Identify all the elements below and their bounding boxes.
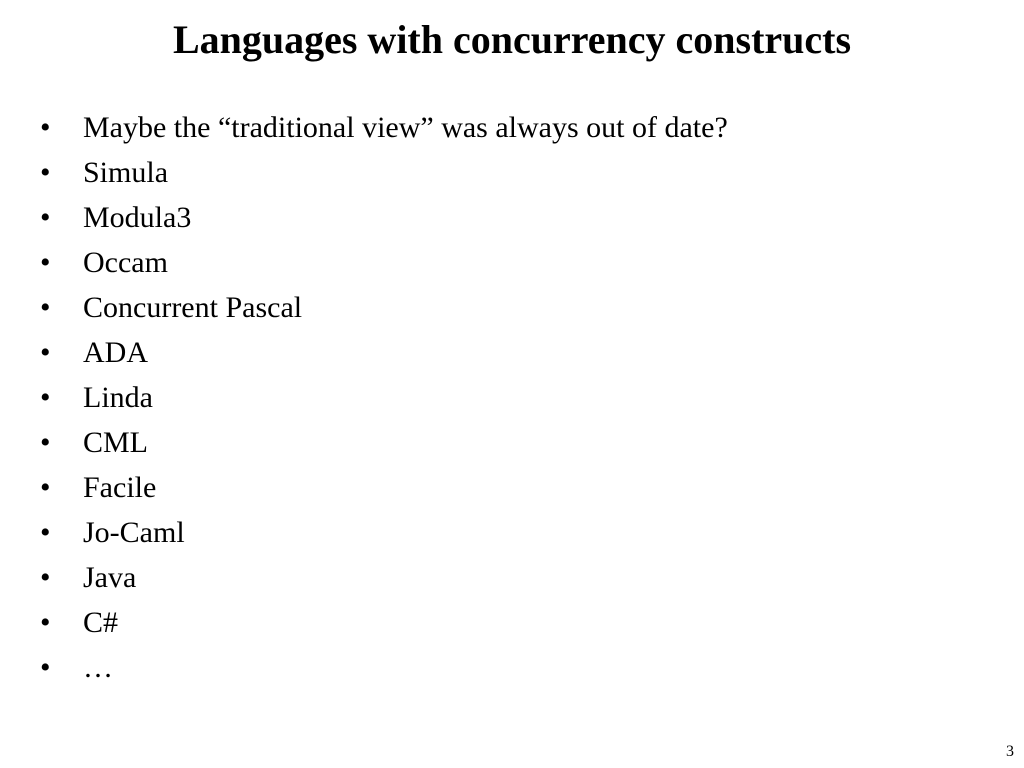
bullet-icon: • bbox=[40, 426, 51, 459]
bullet-text: Maybe the “traditional view” was always out of date? bbox=[83, 111, 728, 144]
bullet-icon: • bbox=[40, 201, 51, 234]
bullet-text: Simula bbox=[83, 156, 169, 189]
bullet-icon: • bbox=[40, 651, 51, 684]
bullet-text: CML bbox=[83, 426, 149, 459]
bullet-icon: • bbox=[40, 111, 51, 144]
bullet-icon: • bbox=[40, 381, 51, 414]
bullet-icon: • bbox=[40, 336, 51, 369]
bullet-text: Linda bbox=[83, 381, 153, 414]
bullet-text: C# bbox=[83, 606, 119, 639]
bullet-icon: • bbox=[40, 291, 51, 324]
bullet-text: Concurrent Pascal bbox=[83, 291, 303, 324]
bullet-text: Occam bbox=[83, 246, 168, 279]
bullet-icon: • bbox=[40, 246, 51, 279]
bullet-icon: • bbox=[40, 606, 51, 639]
bullet-icon: • bbox=[40, 156, 51, 189]
bullet-icon: • bbox=[40, 561, 51, 594]
bullet-text: ADA bbox=[83, 336, 148, 369]
bullet-icon: • bbox=[40, 516, 51, 549]
slide-title: Languages with concurrency constructs bbox=[172, 17, 852, 62]
bullet-text: … bbox=[83, 651, 113, 684]
bullet-text: Facile bbox=[83, 471, 157, 504]
bullet-text: Jo-Caml bbox=[83, 516, 185, 549]
bullet-icon: • bbox=[40, 471, 51, 504]
page-number: 3 bbox=[1006, 743, 1014, 760]
bullet-text: Java bbox=[83, 561, 137, 594]
bullet-text: Modula3 bbox=[83, 201, 192, 234]
